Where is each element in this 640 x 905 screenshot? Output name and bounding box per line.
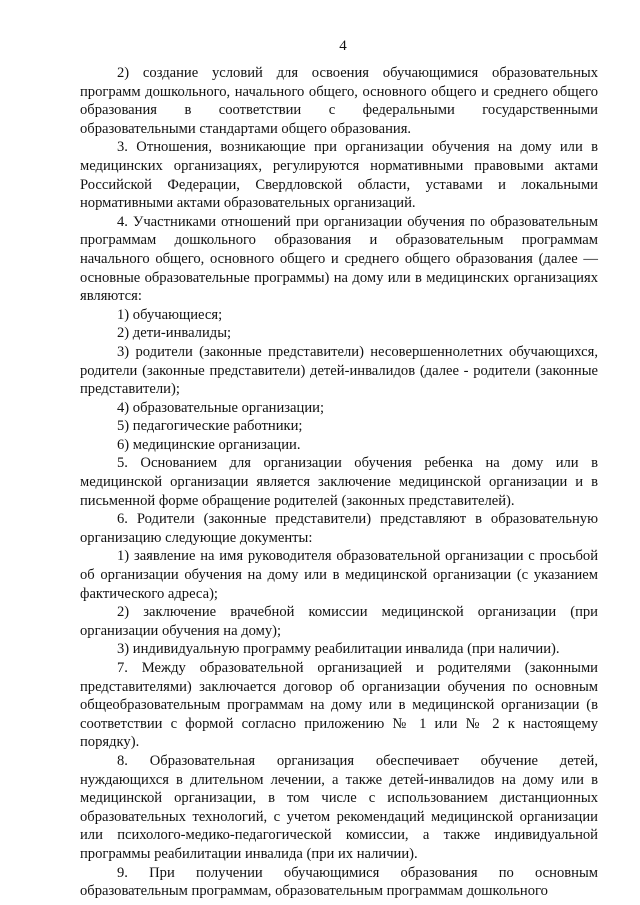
list-item-medical-orgs: 6) медицинские организации. (117, 436, 301, 453)
document-item-application: 1) заявление на имя руководителя образовательной организации с просьбой об организации обучения на дому или в медицинской организации (с указанием фактического адреса); (80, 548, 598, 602)
paragraph-5: 5. Основанием для организации обучения ребенка на дому или в медицинской организации является заключение медицинской организации и в письменной форме обращение родителей (законных представителей). (80, 455, 598, 509)
paragraph-8: 8. Образовательная организация обеспечивает обучение детей, нуждающихся в длительном лечении, а также детей-инвалидов на дому или в медицинской организации, в том числе с использованием дистанционных образовательных технологий, с учетом рекомендаций медицинской организации или психолого-медико-педагогической комиссии, а также индивидуальной программы реабилитации инвалида (при их наличии). (80, 752, 598, 862)
page-number: 4 (339, 38, 347, 54)
paragraph-9: 9. При получении обучающимися образования по основным образовательным программам, образовательным программам дошкольного (80, 864, 598, 900)
list-item-teachers: 5) педагогические работники; (117, 418, 303, 435)
document-item-commission: 2) заключение врачебной комиссии медицинской организации (при организации обучения на дому); (80, 604, 598, 639)
paragraph-4: 4. Участниками отношений при организации обучения по образовательным программам дошкольного образования и образовательным программам начального общего, основного общего и среднего общего образования (далее — основные образовательные программы) на дому или в медицинских организациях являются: (80, 213, 598, 305)
document-body (80, 64, 598, 901)
paragraph-7: 7. Между образовательной организацией и родителями (законными представителями) заключается договор об организации обучения по основным общеобразовательным программам на дому или в медицинской организации (в соответствии с формой согласно приложению № 1 или № 2 к настоящему порядку). (80, 660, 598, 751)
paragraph-6: 6. Родители (законные представители) представляют в образовательную организацию следующие документы: (80, 511, 598, 546)
document-item-rehab-program: 3) индивидуальную программу реабилитации инвалида (при наличии). (117, 641, 560, 658)
paragraph-3: 3. Отношения, возникающие при организации обучения на дому или в медицинских организациях, регулируются нормативными правовыми актами Российской Федерации, Свердловской области, уставами и локальными нормативными актами образовательных организаций. (80, 139, 598, 212)
list-item-students: 1) обучающиеся; (117, 306, 223, 323)
list-item-educational-orgs: 4) образовательные организации; (117, 399, 325, 416)
paragraph-conditions: 2) создание условий для освоения обучающимися образовательных программ дошкольного, начального общего, основного общего и среднего общего образования в соответствии с федеральными государственными образовательными стандартами общего образования. (80, 65, 598, 137)
list-item-disabled-children: 2) дети-инвалиды; (117, 325, 232, 342)
list-item-parents: 3) родители (законные представители) несовершеннолетних обучающихся, родители (законные представители) детей-инвалидов (далее - родители (законные представители); (80, 343, 598, 398)
